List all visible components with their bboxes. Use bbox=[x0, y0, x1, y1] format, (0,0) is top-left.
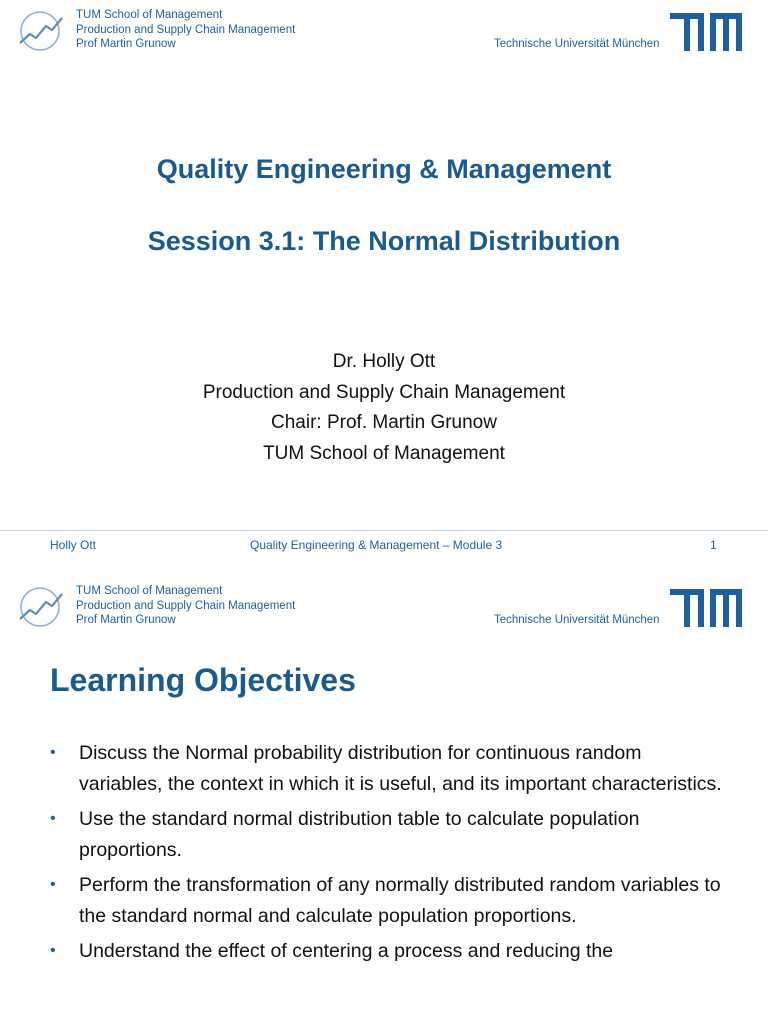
list-item-text: Use the standard normal distribution table to calculate population proportions. bbox=[79, 808, 640, 861]
header-org-text bbox=[76, 584, 295, 628]
tum-logo-icon bbox=[670, 13, 742, 51]
presentation-title: Quality Engineering & Management bbox=[156, 154, 612, 184]
author-name: Dr. Holly Ott bbox=[332, 351, 436, 372]
author-block bbox=[0, 347, 768, 469]
header-school: TUM School of Management bbox=[76, 9, 223, 21]
list-item-text: Understand the effect of centering a process and reducing the bbox=[79, 940, 614, 962]
tum-som-logo-icon bbox=[16, 10, 66, 52]
header-professor: Prof Martin Grunow bbox=[76, 614, 176, 626]
bullet-icon: • bbox=[50, 876, 56, 893]
footer-divider bbox=[0, 530, 768, 531]
list-item bbox=[50, 870, 730, 931]
header-professor: Prof Martin Grunow bbox=[76, 38, 176, 50]
footer-course: Quality Engineering & Management – Module 3 bbox=[250, 538, 503, 552]
bullet-icon: • bbox=[50, 942, 56, 959]
list-item-text: Discuss the Normal probability distribution for continuous random variables, the context in which it is useful, and its important characteristics. bbox=[79, 742, 722, 795]
footer-page-number: 1 bbox=[710, 538, 717, 552]
bullet-icon: • bbox=[50, 744, 56, 761]
university-name: Technische Universität München bbox=[494, 614, 660, 626]
header-chair: Production and Supply Chain Management bbox=[76, 23, 296, 36]
bullet-icon: • bbox=[50, 810, 56, 827]
author-school: TUM School of Management bbox=[263, 442, 505, 464]
list-item bbox=[50, 804, 730, 865]
list-item bbox=[50, 738, 730, 799]
slide-heading: Learning Objectives bbox=[50, 662, 356, 698]
tum-logo-icon bbox=[670, 589, 742, 627]
tum-som-logo-icon bbox=[16, 586, 66, 628]
list-item bbox=[50, 936, 730, 967]
list-item-text: Perform the transformation of any normally distributed random variables to the standard normal and calculate population proportions. bbox=[79, 874, 721, 927]
footer-author: Holly Ott bbox=[50, 538, 97, 552]
session-title: Session 3.1: The Normal Distribution bbox=[147, 226, 621, 256]
header-chair: Production and Supply Chain Management bbox=[76, 599, 296, 612]
author-chair: Chair: Prof. Martin Grunow bbox=[271, 412, 497, 433]
slide-gap bbox=[0, 556, 768, 576]
university-name: Technische Universität München bbox=[494, 38, 660, 50]
author-department: Production and Supply Chain Management bbox=[202, 381, 566, 403]
header-school: TUM School of Management bbox=[76, 585, 223, 597]
header-org-text bbox=[76, 8, 295, 52]
objectives-list bbox=[50, 738, 730, 972]
objectives-slide bbox=[0, 576, 768, 1024]
